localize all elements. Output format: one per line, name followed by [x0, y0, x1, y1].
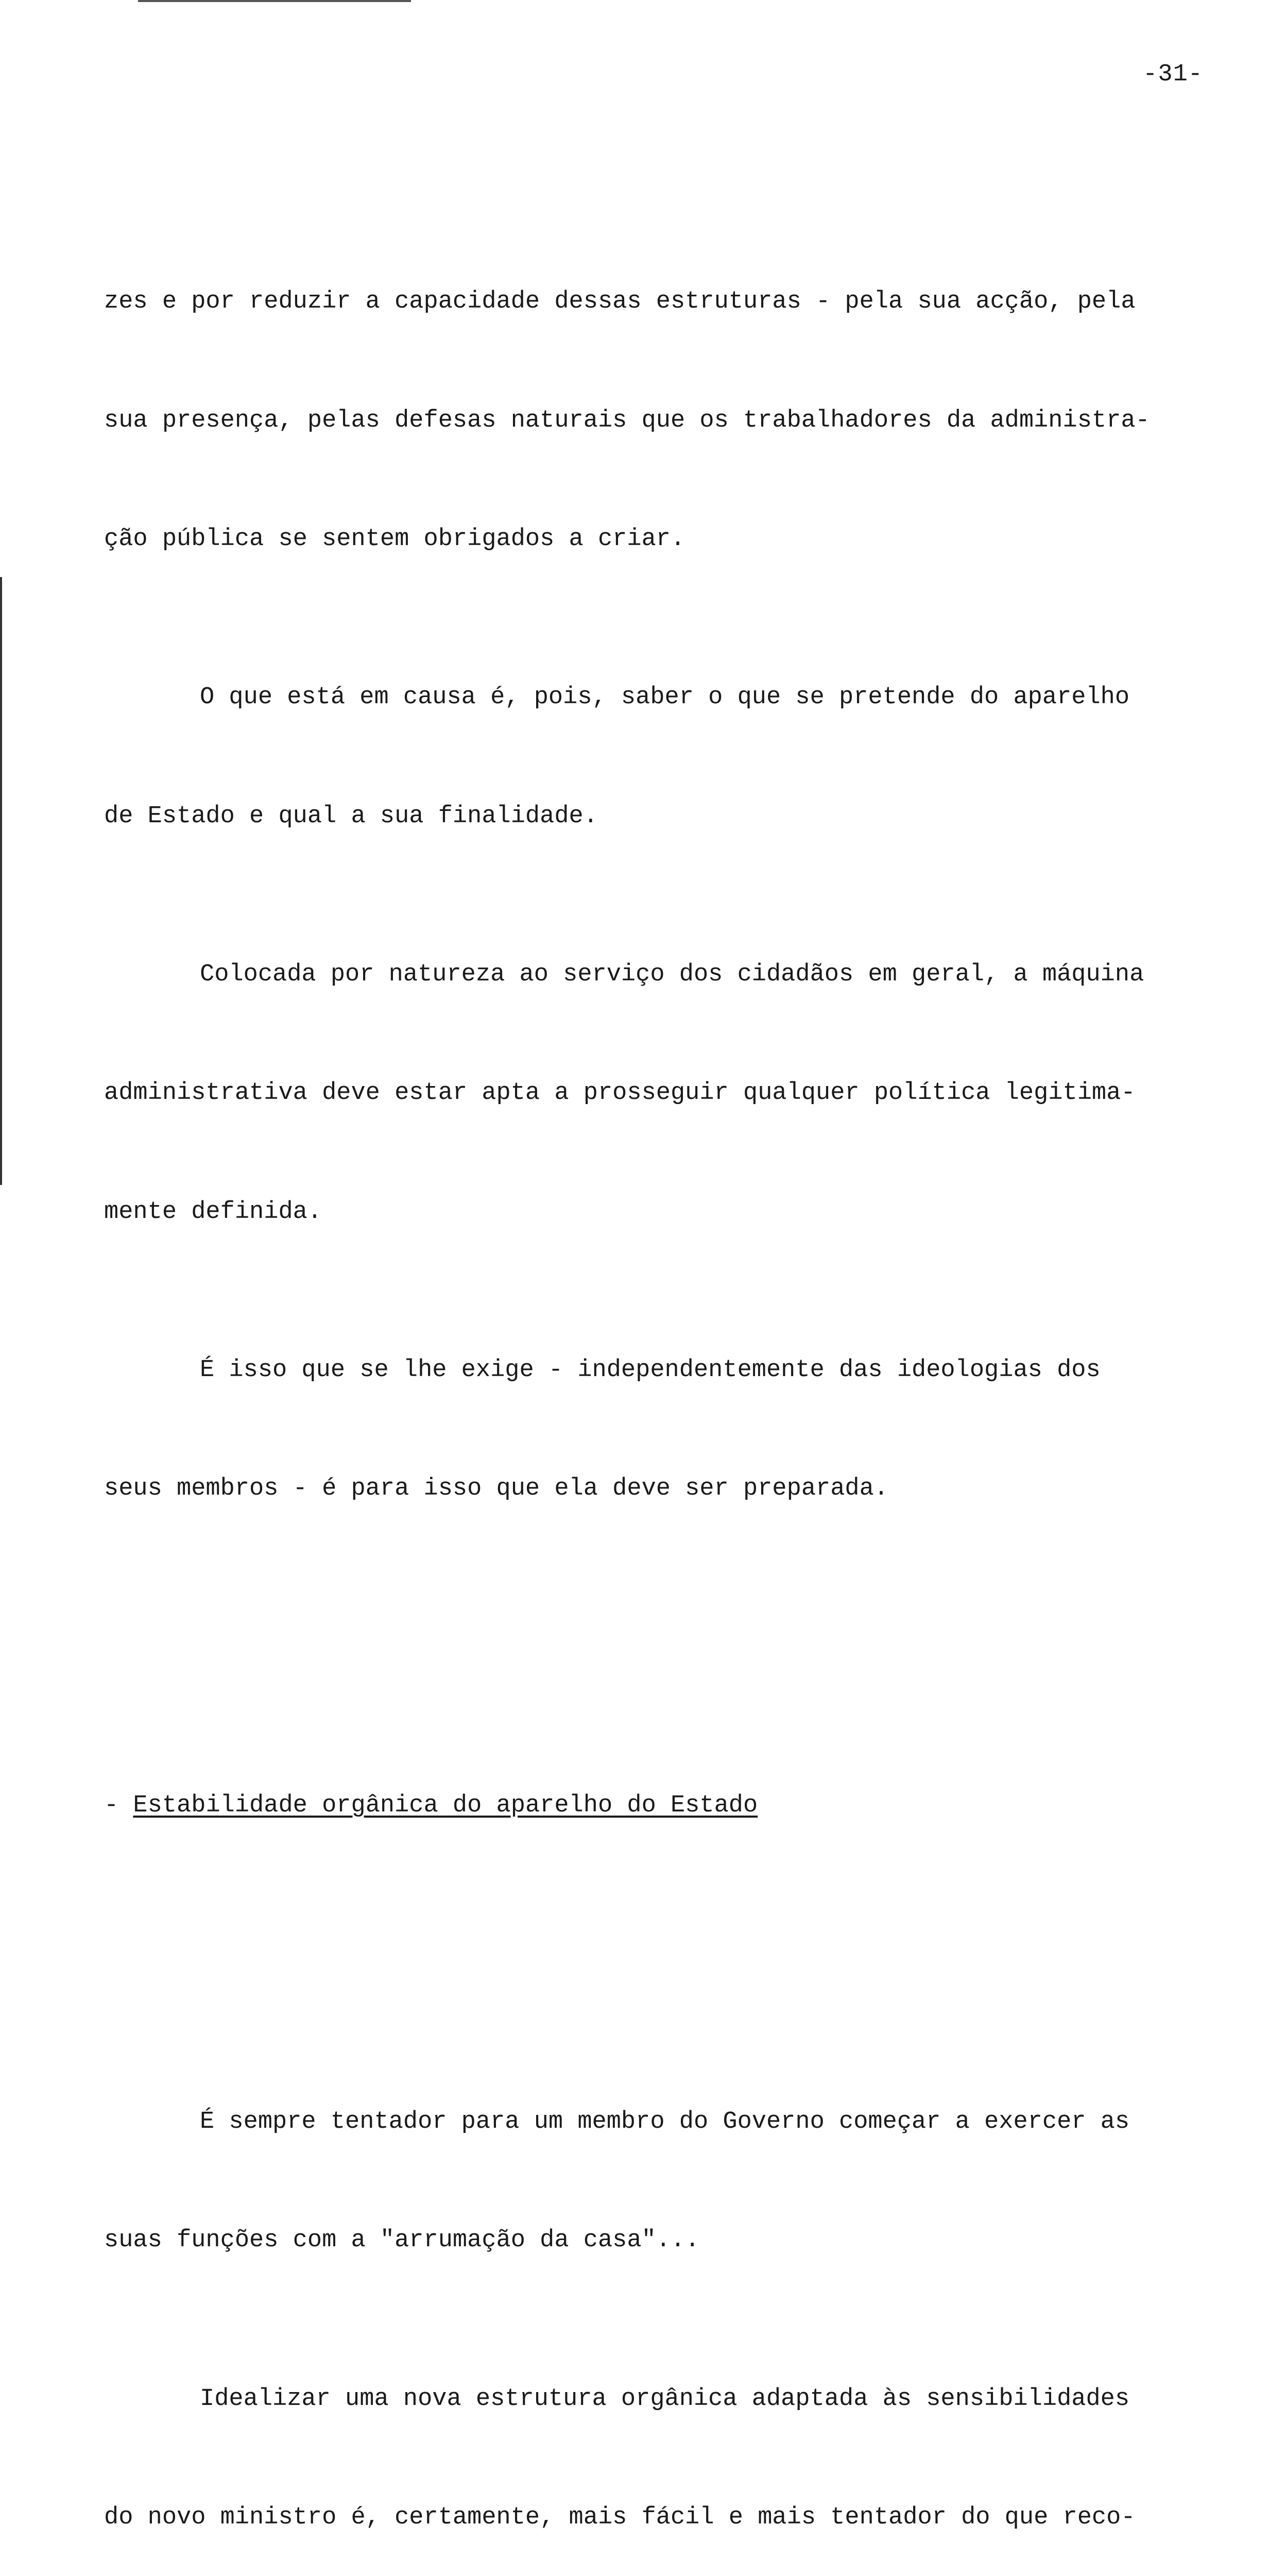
page-number: -31- [1143, 61, 1203, 88]
paragraph-line: de Estado e qual a sua finalidade. [104, 802, 598, 830]
paragraph-line: administrativa deve estar apta a prosseguir qualquer política legitima- [104, 1079, 1136, 1107]
paragraph-line: suas funções com a "arrumação da casa"... [104, 2227, 700, 2255]
paragraph-line: Colocada por natureza ao serviço dos cidadãos em geral, a máquina [200, 960, 1144, 988]
section-dash: - [104, 1791, 133, 1819]
paragraph-line: seus membros - é para isso que ela deve ser preparada. [104, 1475, 889, 1503]
paragraph-line: Idealizar uma nova estrutura orgânica adaptada às sensibilidades [200, 2385, 1130, 2413]
top-rule [138, 0, 411, 2]
paragraph-line: do novo ministro é, certamente, mais fácil e mais tentador do que reco- [104, 2504, 1136, 2532]
paragraph-line: zes e por reduzir a capacidade dessas estruturas - pela sua acção, pela [104, 288, 1136, 316]
blank-line [104, 1628, 1216, 1667]
paragraph-line: sua presença, pelas defesas naturais que os trabalhadores da administra- [104, 406, 1150, 434]
section-title: Estabilidade orgânica do aparelho do Estado [133, 1791, 758, 1819]
blank-line [104, 1944, 1216, 1984]
paragraph-line: ção pública se sentem obrigados a criar. [104, 526, 685, 553]
paragraph-line: mente definida. [104, 1198, 322, 1226]
section-heading [104, 1786, 1216, 1826]
paragraph-line: É sempre tentador para um membro do Governo começar a exercer as [200, 2108, 1130, 2136]
paragraph-line: É isso que se lhe exige - independentemente das ideologias dos [200, 1356, 1101, 1384]
binding-edge-mark [0, 577, 2, 1185]
document-body [104, 164, 1216, 2576]
paragraph-line: O que está em causa é, pois, saber o que se pretende do aparelho [200, 684, 1130, 711]
